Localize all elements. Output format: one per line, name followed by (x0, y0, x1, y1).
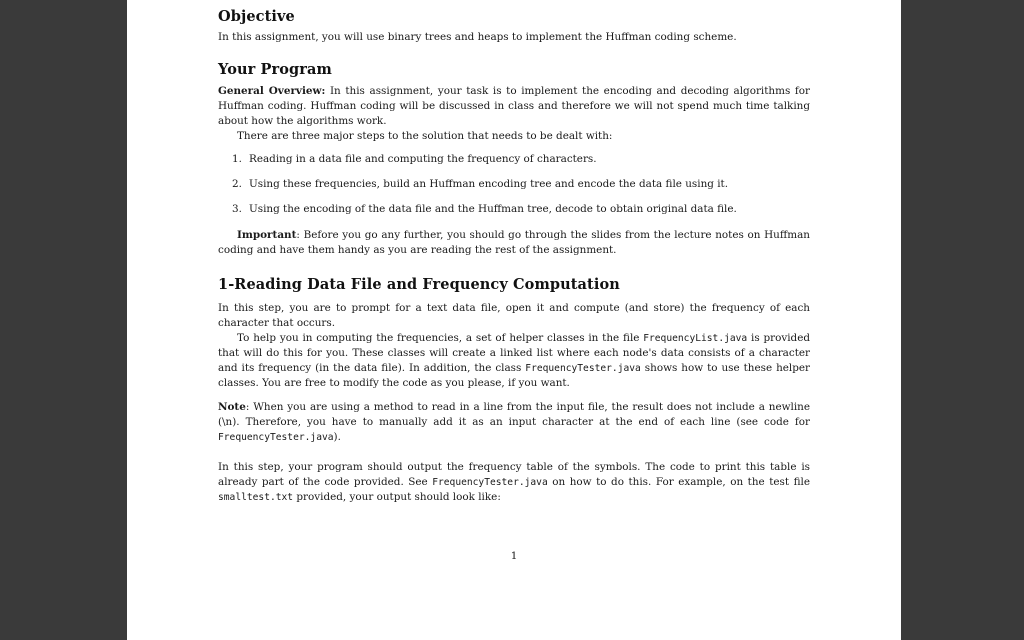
note-text-a: : When you are using a method to read in a line from the input file, the result does not include a newline (\n). Therefore, you have to manually add it as an input character at the end of each line (see code for (218, 401, 810, 428)
step-text: Using these frequencies, build an Huffman encoding tree and encode the data file using it. (249, 178, 729, 190)
step-text: Reading in a data file and computing the frequency of characters. (249, 153, 597, 165)
steps-list (218, 152, 810, 217)
document-page (127, 0, 901, 640)
general-overview-paragraph (218, 84, 810, 129)
step-text: Using the encoding of the data file and the Huffman tree, decode to obtain original data file. (249, 203, 737, 215)
steps-intro: There are three major steps to the solution that needs to be dealt with: (237, 130, 613, 142)
para2-text-c: shows how to use these helper classes. You are free to modify the code as you please, if you want. (218, 362, 811, 389)
your-program-heading: Your Program (218, 61, 332, 78)
para3-text-b: on how to do this. For example, on the test file (547, 476, 810, 488)
note-paragraph (218, 400, 810, 445)
important-paragraph (218, 228, 810, 258)
para2-text-b: is provided that will do this for you. These classes will create a linked list where each node's data consists of a character and its frequency (in the data file). In addition, the class (218, 332, 811, 374)
step-number: 1. (232, 153, 242, 165)
para3-text-a: In this step, your program should output the frequency table of the symbols. The code to print this table is already part of the code provided. See (218, 461, 810, 488)
section1-heading: 1-Reading Data File and Frequency Computation (218, 276, 620, 293)
smalltest-filename: smalltest.txt (218, 492, 294, 503)
para3-text-c: provided, your output should look like: (293, 491, 501, 503)
objective-text: In this assignment, you will use binary trees and heaps to implement the Huffman coding scheme. (218, 31, 737, 43)
frequencytester-filename: FrequencyTester.java (525, 363, 641, 374)
general-overview-label: General Overview: (218, 85, 326, 97)
list-item (218, 202, 810, 217)
objective-heading: Objective (218, 8, 295, 25)
step-number: 3. (232, 203, 242, 215)
section1-paragraph-1: In this step, you are to prompt for a text data file, open it and compute (and store) the frequency of each character that occurs. (218, 302, 810, 329)
note-text-b: ). (333, 431, 341, 443)
important-label: Important (237, 229, 297, 241)
step-number: 2. (232, 178, 242, 190)
page-number: 1 (510, 550, 518, 562)
list-item (218, 177, 810, 192)
frequencylist-filename: FrequencyList.java (643, 333, 748, 344)
note-label: Note (218, 401, 246, 413)
para2-text-a: To help you in computing the frequencies, a set of helper classes in the file (237, 332, 644, 344)
para3-filename-1: FrequencyTester.java (432, 477, 548, 488)
general-overview-text: In this assignment, your task is to implement the encoding and decoding algorithms for Huffman coding. Huffman coding will be discussed in class and therefore we will not spend much time talking about how the algorithms work. (218, 85, 810, 127)
section1-paragraph-3 (218, 460, 810, 505)
important-text: : Before you go any further, you should go through the slides from the lecture notes on Huffman coding and have them handy as you are reading the rest of the assignment. (218, 229, 810, 256)
page-content (218, 8, 810, 505)
section1-paragraph-2 (218, 331, 810, 391)
note-filename: FrequencyTester.java (218, 432, 334, 443)
list-item (218, 152, 810, 167)
